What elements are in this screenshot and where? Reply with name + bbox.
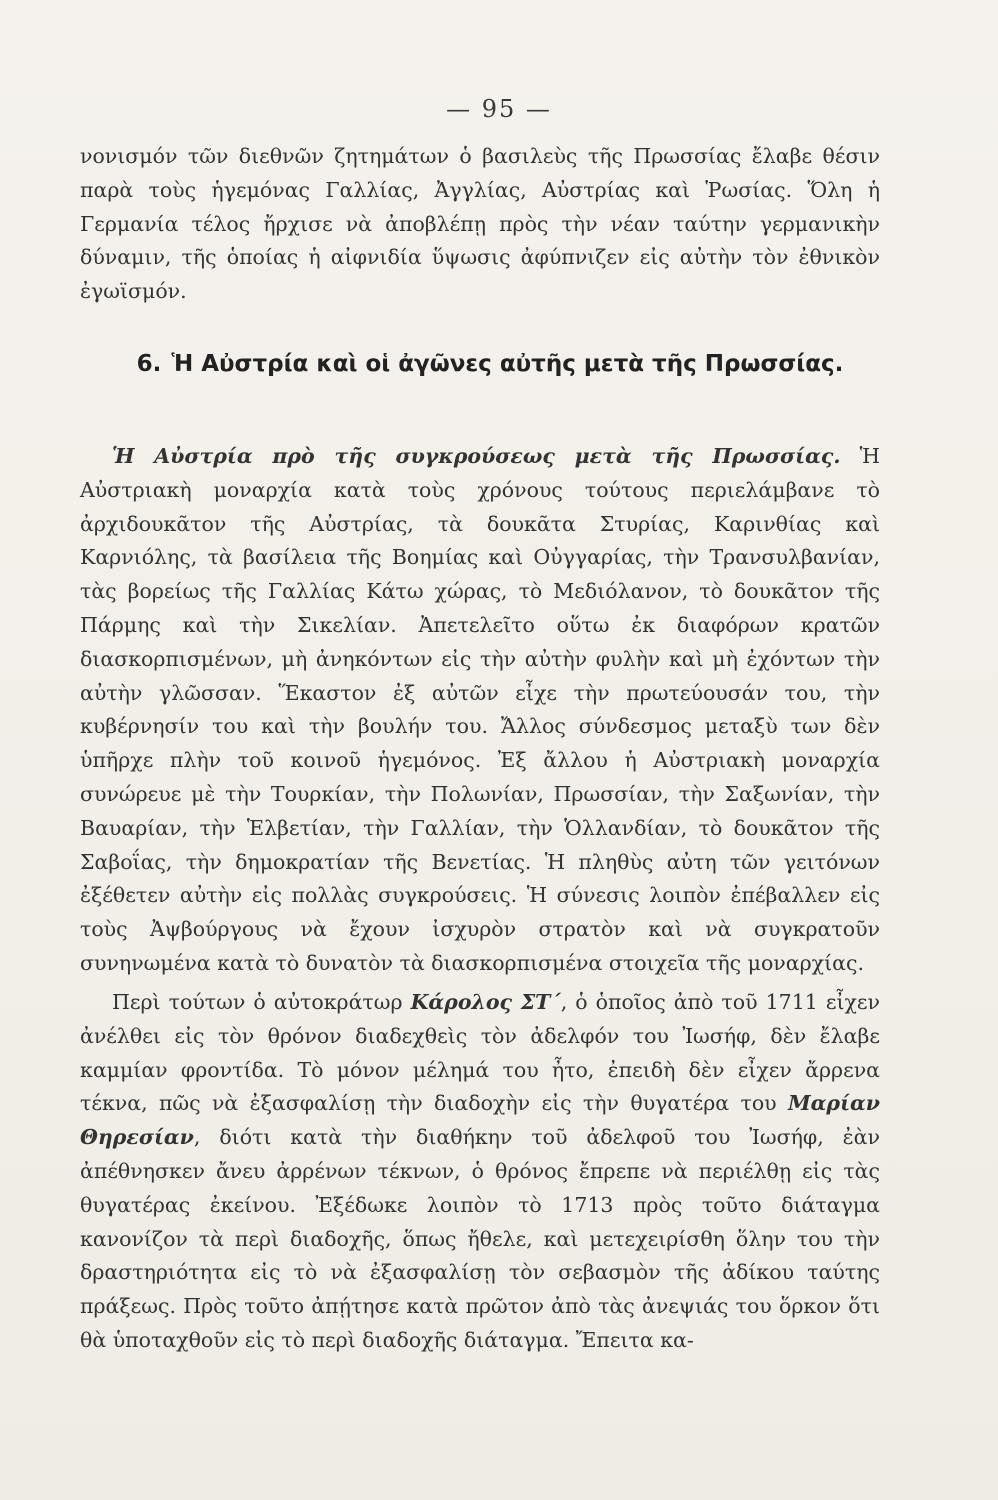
paragraph-lead-heading: Ἡ Αὐστρία πρὸ τῆς συγκρούσεως μετὰ τῆς Πρωσσίας.: [112, 444, 841, 468]
section-title: Ἡ Αὐστρία καὶ οἱ ἀγῶνες αὐτῆς μετὰ τῆς Πρωσσίας.: [171, 351, 844, 377]
name-charles: Κάρολος ΣΤ΄: [410, 990, 561, 1014]
name-maria-theresa: Μαρίαν Θηρεσίαν: [80, 1091, 880, 1150]
paragraph-austria: [80, 440, 880, 981]
paragraph-charles: [80, 986, 880, 1358]
paragraph-continued: νονισμόν τῶν διεθνῶν ζητημάτων ὁ βασιλεὺς τῆς Πρωσσίας ἔλαβε θέσιν παρὰ τοὺς ἡγεμόνας Γαλλίας, Ἀγγλίας, Αὐστρίας καὶ Ῥωσίας. Ὅλη ἡ Γερμανία τέλος ἤρχισε νὰ ἀποβλέπῃ πρὸς τὴν νέαν ταύτην γερμανικὴν δύναμιν, τῆς ὁποίας ἡ αἰφνιδία ὕψωσις ἀφύπνιζεν εἰς αὐτὴν τὸν ἐθνικὸν ἐγωϊσμόν.: [80, 144, 880, 304]
paragraph-text-a: Περὶ τούτων ὁ αὐτοκράτωρ: [112, 990, 411, 1014]
section-number: 6.: [136, 351, 162, 377]
page-number: — 95 —: [446, 95, 552, 123]
paragraph-body: Ἡ Αὐστριακὴ μοναρχία κατὰ τοὺς χρόνους τούτους περιελάμβανε τὸ ἀρχιδουκᾶτον τῆς Αὐστρίας, τὰ δουκᾶτα Στυρίας, Καρινθίας καὶ Καρνιόλης, τὰ βασίλεια τῆς Βοημίας καὶ Οὐγγαρίας, τὴν Τρανσυλβανίαν, τὰς βορείως τῆς Γαλλίας Κάτω χώρας, τὸ Μεδιόλανον, τὸ δουκᾶτον τῆς Πάρμης καὶ τὴν Σικελίαν. Ἀπετελεῖτο οὕτω ἐκ διαφόρων κρατῶν διασκορπισμένων, μὴ ἀνηκόντων εἰς τὴν αὐτὴν φυλὴν καὶ μὴ ἐχόντων τὴν αὐτὴν γλῶσσαν. Ἕκαστον ἐξ αὐτῶν εἶχε τὴν πρωτεύουσάν του, τὴν κυβέρνησίν του καὶ τὴν βουλήν του. Ἄλλος σύνδεσμος μεταξὺ των δὲν ὑπῆρχε πλὴν τοῦ κοινοῦ ἡγεμόνος. Ἐξ ἄλλου ἡ Αὐστριακὴ μοναρχία συνώρευε μὲ τὴν Τουρκίαν, τὴν Πολωνίαν, Πρωσσίαν, τὴν Σαξωνίαν, τὴν Βαυαρίαν, τὴν Ἑλβετίαν, τὴν Γαλλίαν, τὴν Ὁλλανδίαν, τὸ δουκᾶτον τῆς Σαβοΐας, τὴν δημοκρατίαν τῆς Βενετίας. Ἡ πληθὺς αὐτη τῶν γειτόνων ἐξέθετεν αὐτὴν εἰς πολλὰς συγκρούσεις. Ἡ σύνεσις λοιπὸν ἐπέβαλλεν εἰς τοὺς Ἀψβούργους νὰ ἔχουν ἰσχυρὸν στρατὸν καὶ νὰ συγκρατοῦν συνηνωμένα κατὰ τὸ δυνατὸν τὰ διασκορπισμένα στοιχεῖα τῆς μοναρχίας.: [80, 444, 880, 975]
paragraph-text-b: , ὁ ὁποῖος ἀπὸ τοῦ 1711 εἶχεν ἀνέλθει εἰς τὸν θρόνον διαδεχθεὶς τὸν ἀδελφόν του Ἰωσήφ, δὲν ἔλαβε καμμίαν φροντίδα. Τὸ μόνον μέλημά του ἦτο, ἐπειδὴ δὲν εἶχεν ἄρρενα τέκνα, πῶς νὰ ἐξασφαλίσῃ τὴν διαδοχὴν εἰς τὴν θυγατέρα του: [80, 990, 880, 1116]
section-heading: [80, 345, 900, 383]
paragraph-text-c: , διότι κατὰ τὴν διαθήκην τοῦ ἀδελφοῦ του Ἰωσήφ, ἐὰν ἀπέθνησκεν ἄνευ ἀρρένων τέκνων, ὁ θρόνος ἔπρεπε νὰ περιέλθῃ εἰς τὰς θυγατέρας ἐκείνου. Ἐξέδωκε λοιπὸν τὸ 1713 πρὸς τοῦτο διάταγμα κανονίζον τὰ περὶ διαδοχῆς, ὅπως ἤθελε, καὶ μετεχειρίσθη ὅλην του τὴν δραστηριότητα εἰς τὸ νὰ ἐξασφαλίσῃ τὸν σεβασμὸν τῆς ἀδίκου ταύτης πράξεως. Πρὸς τοῦτο ἀπῄτησε κατὰ πρῶτον ἀπὸ τὰς ἀνεψιάς του ὅρκον ὅτι θὰ ὑποταχθοῦν εἰς τὸ περὶ διαδοχῆς διάταγμα. Ἔπειτα κα-: [80, 1125, 880, 1352]
